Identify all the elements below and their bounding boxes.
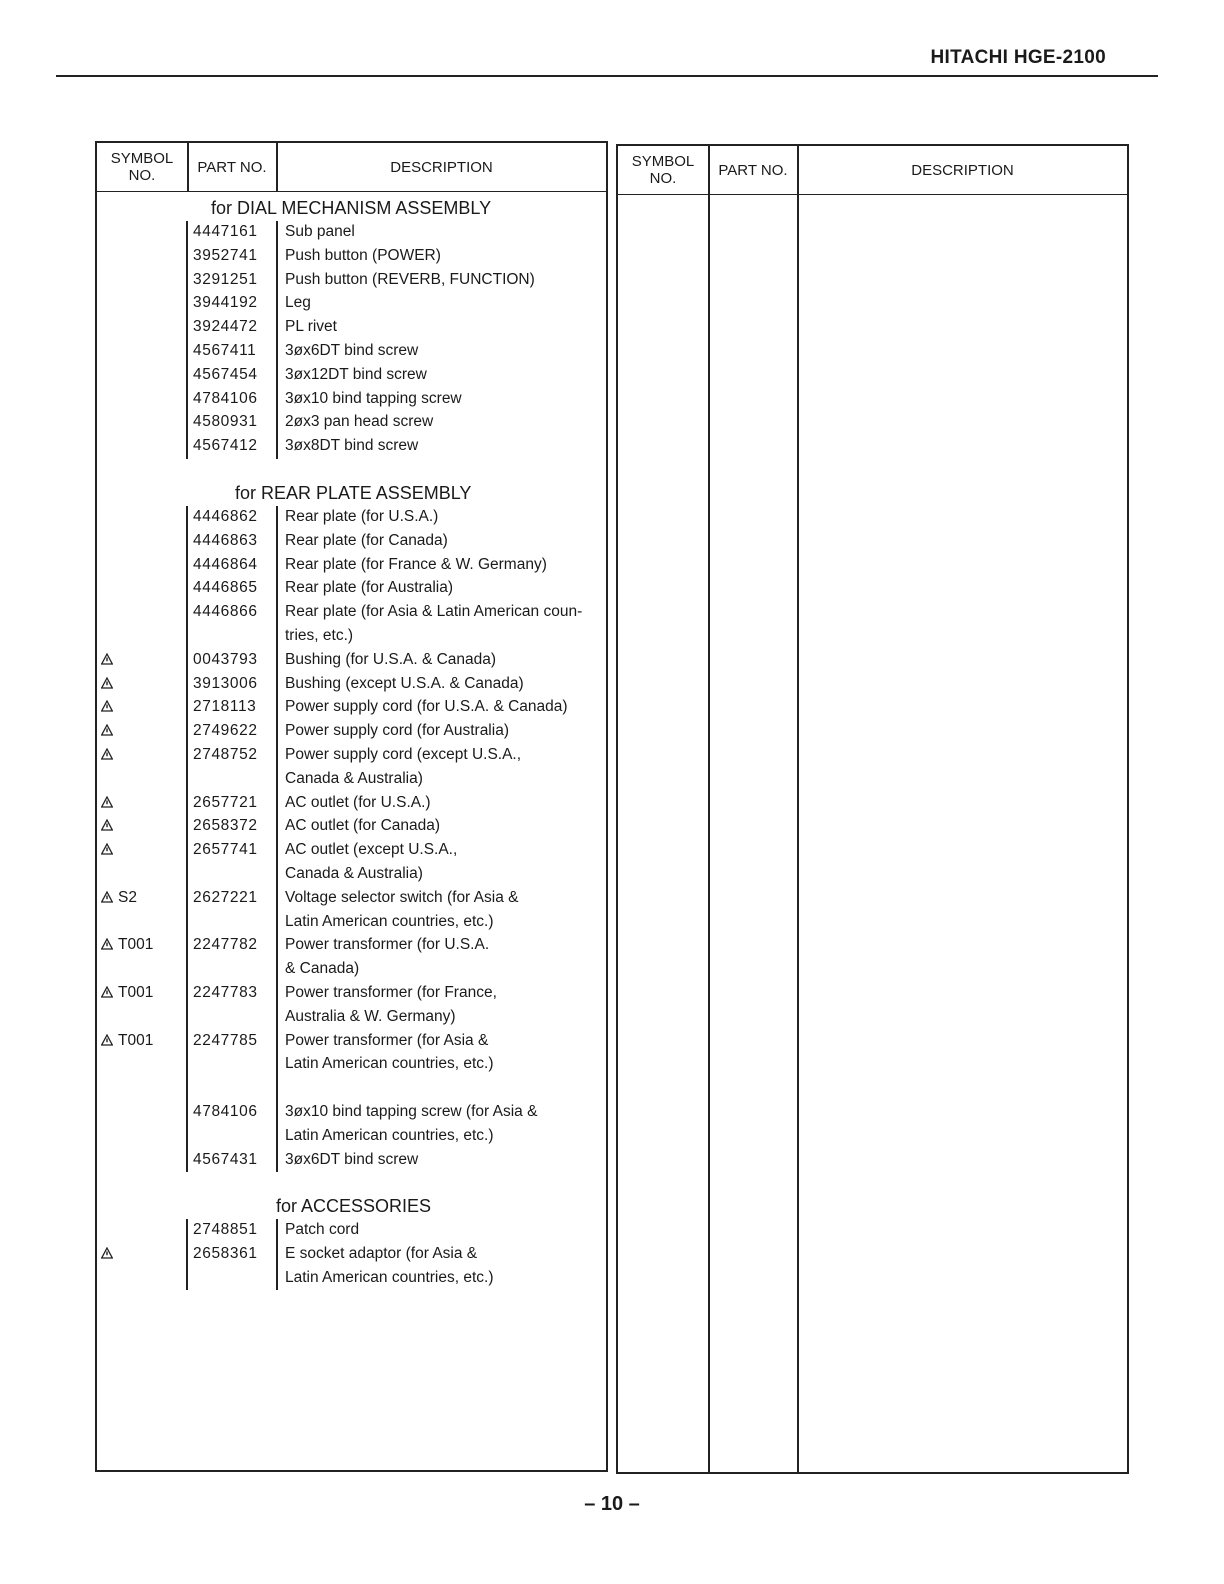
part-number: 4446862 (193, 508, 258, 525)
part-number: 4446863 (193, 531, 258, 549)
symbol-no (101, 746, 181, 764)
part-description: Power supply cord (for Australia) (285, 722, 509, 740)
column-divider (187, 143, 189, 192)
symbol-no (101, 675, 181, 693)
part-number: 4784106 (193, 1103, 258, 1120)
part-number: 4446866 (193, 603, 258, 621)
column-bracket-line (276, 506, 278, 1172)
warning-triangle-icon (101, 938, 113, 950)
part-description: Latin American countries, etc.) (285, 1055, 494, 1073)
part-number: 4446864 (193, 555, 258, 573)
part-number: 2247783 (193, 984, 258, 1001)
part-description: Latin American countries, etc.) (285, 1268, 494, 1286)
header-symbol-no (97, 143, 187, 191)
part-description: Rear plate (for U.S.A.) (285, 508, 439, 525)
part-description: AC outlet (for U.S.A.) (285, 793, 431, 811)
warning-triangle-icon (101, 724, 113, 736)
warning-triangle-icon (101, 986, 113, 998)
part-description: Rear plate (for Asia & Latin American coun- (285, 603, 583, 621)
parts-table-right (616, 144, 1129, 1474)
column-bracket-line (186, 506, 188, 1172)
column-divider (708, 146, 710, 1472)
symbol-no (101, 841, 181, 859)
part-description: Power supply cord (except U.S.A., (285, 746, 522, 763)
part-description: Voltage selector switch (for Asia & (285, 888, 519, 906)
parts-table-left (95, 141, 608, 1472)
warning-triangle-icon (101, 653, 113, 665)
warning-triangle-icon (101, 748, 113, 760)
column-bracket-line (186, 221, 188, 459)
part-description: Bushing (for U.S.A. & Canada) (285, 650, 497, 668)
column-bracket-line (186, 1219, 188, 1290)
part-number: 4567412 (193, 437, 258, 455)
part-number: 0043793 (193, 650, 258, 668)
part-number: 4784106 (193, 389, 258, 407)
header-symbol-line1: SYMBOL (110, 150, 174, 167)
column-divider (797, 146, 799, 1472)
part-number: 4580931 (193, 413, 258, 431)
header-description: DESCRIPTION (390, 158, 493, 176)
part-description: AC outlet (for Canada) (285, 817, 441, 835)
header-part-no: PART NO. (718, 161, 788, 179)
part-description: Rear plate (for France & W. Germany) (285, 555, 547, 573)
symbol-no (101, 817, 181, 835)
symbol-text: T001 (118, 984, 154, 1001)
part-number: 2658372 (193, 817, 258, 835)
header-description: DESCRIPTION (911, 161, 1014, 179)
part-number: 3924472 (193, 318, 258, 336)
part-description: 3øx8DT bind screw (285, 437, 419, 455)
warning-triangle-icon (101, 1034, 113, 1046)
symbol-text: S2 (118, 888, 137, 906)
part-number: 3913006 (193, 674, 258, 692)
part-number: 2247785 (193, 1031, 258, 1049)
header-symbol-line2: NO. (128, 167, 156, 184)
warning-triangle-icon (101, 819, 113, 831)
part-description: 3øx10 bind tapping screw (285, 389, 462, 407)
part-description: Australia & W. Germany) (285, 1007, 456, 1025)
table-header (97, 143, 606, 192)
part-number: 4567431 (193, 1150, 258, 1168)
document-title: HITACHI HGE-2100 (930, 47, 1106, 68)
warning-triangle-icon (101, 1247, 113, 1259)
part-description: 2øx3 pan head screw (285, 413, 434, 431)
part-number: 4447161 (193, 223, 258, 240)
table-header-right (618, 146, 1127, 195)
part-number: 4567411 (193, 342, 257, 359)
part-description: Latin American countries, etc.) (285, 912, 494, 930)
part-number: 2657721 (193, 793, 258, 811)
part-description: Bushing (except U.S.A. & Canada) (285, 674, 524, 692)
part-number: 3944192 (193, 294, 258, 312)
part-description: AC outlet (except U.S.A., (285, 841, 458, 859)
symbol-no (101, 936, 181, 954)
part-description: Leg (285, 294, 311, 312)
part-description: Power transformer (for Asia & (285, 1031, 489, 1049)
symbol-text: T001 (118, 1031, 154, 1049)
part-number: 3952741 (193, 246, 258, 264)
part-number: 2658361 (193, 1244, 258, 1262)
part-description: Canada & Australia) (285, 864, 423, 882)
header-rule (56, 75, 1158, 77)
symbol-no (101, 889, 181, 907)
warning-triangle-icon (101, 677, 113, 689)
part-number: 2748752 (193, 746, 258, 763)
part-description: 3øx6DT bind screw (285, 342, 419, 359)
symbol-no (101, 794, 181, 812)
part-number: 2247782 (193, 936, 258, 954)
part-number: 2718113 (193, 698, 257, 716)
part-description: tries, etc.) (285, 626, 354, 644)
part-description: Latin American countries, etc.) (285, 1126, 494, 1144)
part-number: 4567454 (193, 365, 258, 383)
part-description: 3øx12DT bind screw (285, 365, 427, 383)
column-bracket-line (276, 221, 278, 459)
part-description: Sub panel (285, 223, 355, 240)
part-description: E socket adaptor (for Asia & (285, 1244, 478, 1262)
part-description: 3øx6DT bind screw (285, 1150, 419, 1168)
part-description: Patch cord (285, 1221, 360, 1238)
header-part-no: PART NO. (197, 158, 267, 176)
part-description: PL rivet (285, 318, 337, 336)
warning-triangle-icon (101, 843, 113, 855)
symbol-no (101, 1032, 181, 1050)
part-description: Rear plate (for Canada) (285, 531, 448, 549)
part-number: 2657741 (193, 841, 258, 859)
header-symbol-no (618, 146, 708, 194)
header-symbol-line1: SYMBOL (631, 153, 695, 170)
part-number: 3291251 (193, 270, 258, 288)
part-description: 3øx10 bind tapping screw (for Asia & (285, 1103, 538, 1120)
section-title: for ACCESSORIES (276, 1196, 432, 1216)
part-description: Rear plate (for Australia) (285, 579, 453, 597)
part-description: & Canada) (285, 960, 360, 978)
column-bracket-line (276, 1219, 278, 1290)
part-description: Canada & Australia) (285, 769, 423, 787)
header-symbol-line2: NO. (649, 170, 677, 187)
page-number: – 10 – (584, 1493, 640, 1515)
part-description: Power transformer (for U.S.A. (285, 936, 490, 954)
part-description: Power transformer (for France, (285, 984, 497, 1001)
warning-triangle-icon (101, 796, 113, 808)
section-title: for DIAL MECHANISM ASSEMBLY (211, 198, 492, 218)
part-number: 2748851 (193, 1221, 258, 1238)
part-number: 4446865 (193, 579, 258, 597)
section-title: for REAR PLATE ASSEMBLY (235, 483, 472, 503)
part-number: 2749622 (193, 722, 258, 740)
symbol-no (101, 698, 181, 716)
warning-triangle-icon (101, 700, 113, 712)
symbol-no (101, 722, 181, 740)
symbol-text: T001 (118, 936, 154, 954)
symbol-no (101, 651, 181, 669)
column-divider (276, 143, 278, 192)
warning-triangle-icon (101, 891, 113, 903)
part-description: Push button (REVERB, FUNCTION) (285, 270, 535, 288)
part-description: Power supply cord (for U.S.A. & Canada) (285, 698, 568, 716)
symbol-no (101, 1245, 181, 1263)
part-description: Push button (POWER) (285, 246, 441, 264)
symbol-no (101, 984, 181, 1002)
part-number: 2627221 (193, 888, 258, 906)
